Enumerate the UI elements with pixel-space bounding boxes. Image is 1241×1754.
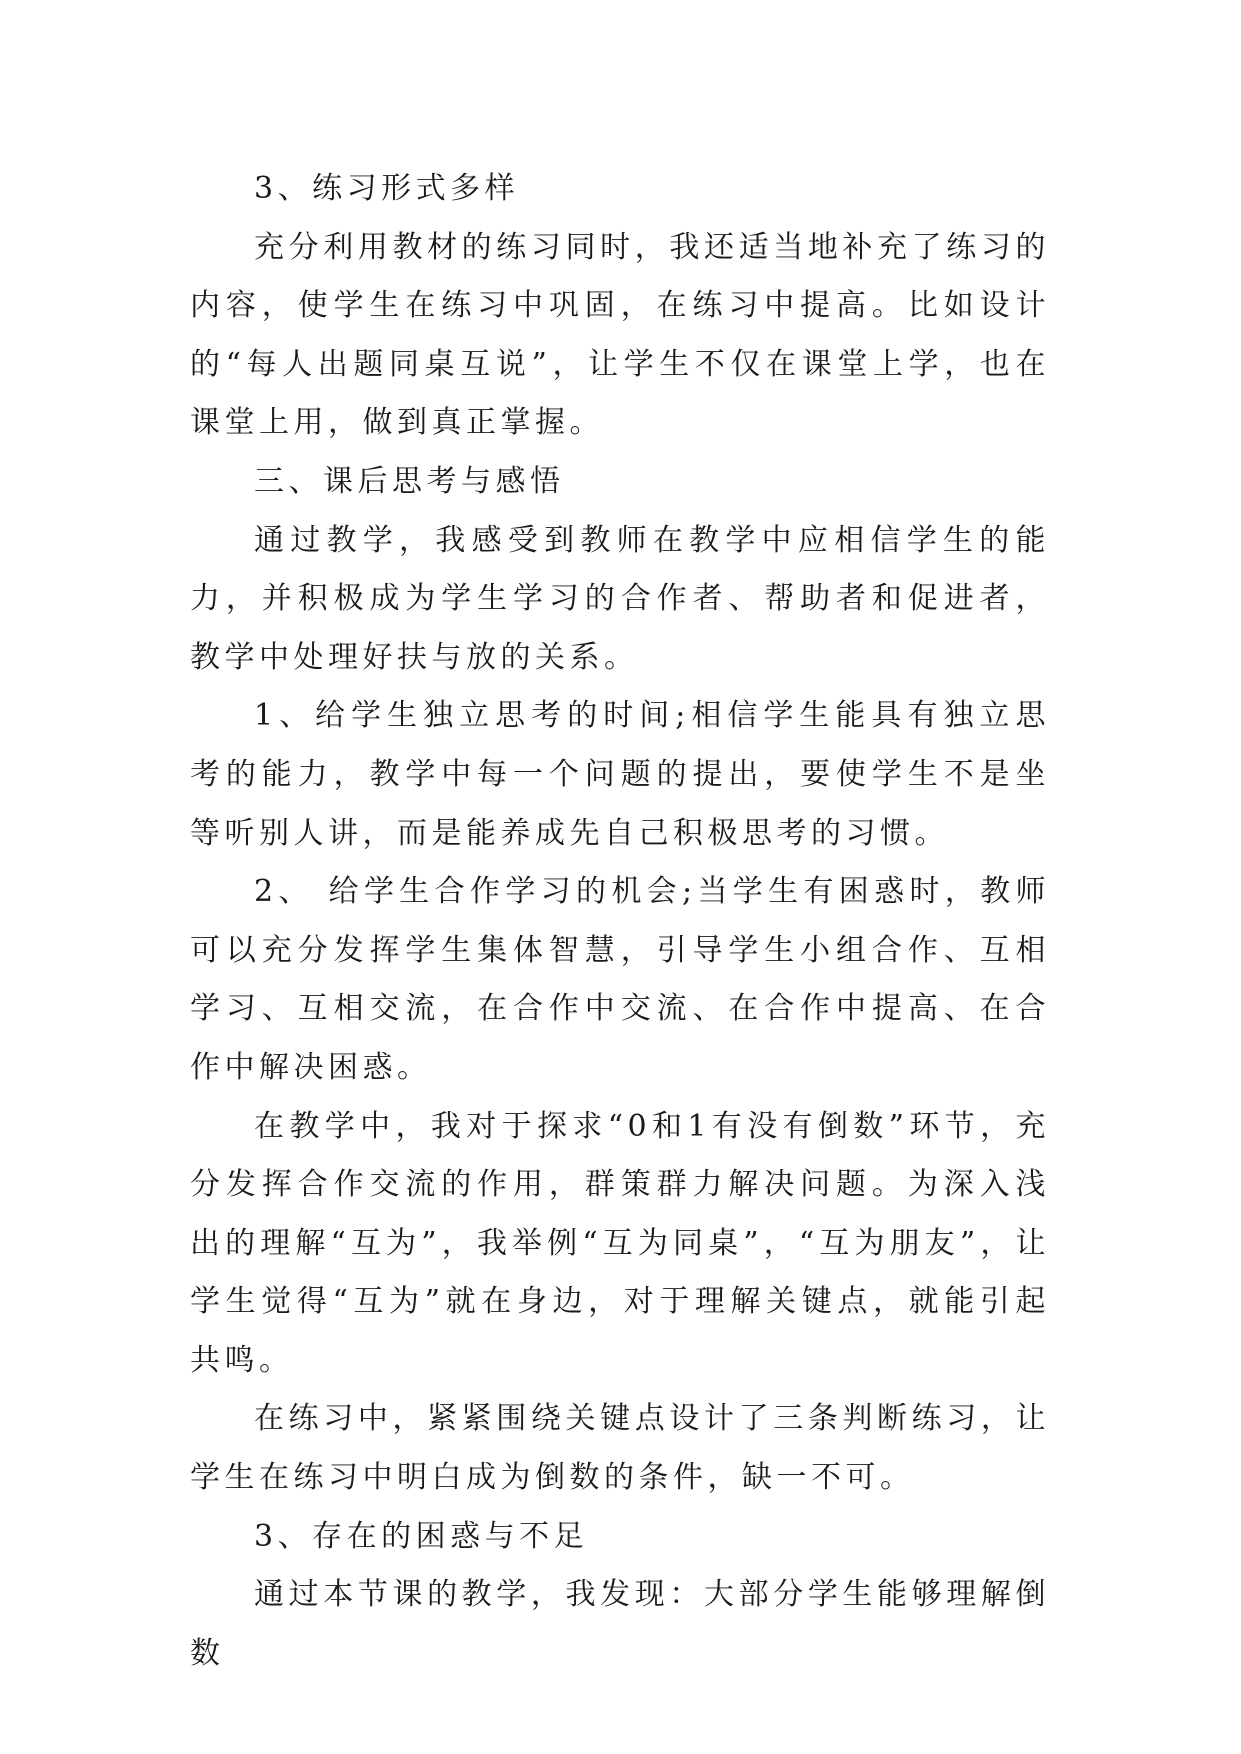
section-heading-practice-forms: 3、练习形式多样 (254, 171, 520, 206)
paragraph: 通过本节课的教学，我发现：大部分学生能够理解倒数 (190, 1577, 1050, 1671)
paragraph: 在教学中，我对于探求“0和1有没有倒数”环节，充分发挥合作交流的作用，群策群力解决问题。为深入浅出的理解“互为”，我举例“互为同桌”，“互为朋友”，让学生觉得“互为”就在身边，对于理解关键点，就能引起共鸣。 (190, 1108, 1050, 1378)
paragraph: 1、给学生独立思考的时间;相信学生能具有独立思考的能力，教学中每一个问题的提出，要使学生不是坐等听别人讲，而是能养成先自己积极思考的习惯。 (190, 698, 1050, 851)
paragraph: 通过教学，我感受到教师在教学中应相信学生的能力，并积极成为学生学习的合作者、帮助者和促进者，教学中处理好扶与放的关系。 (190, 522, 1050, 675)
paragraph: 在练习中，紧紧围绕关键点设计了三条判断练习，让学生在练习中明白成为倒数的条件，缺一不可。 (190, 1401, 1050, 1496)
section-heading-confusion: 3、存在的困惑与不足 (254, 1518, 589, 1554)
document-body (190, 160, 1050, 1683)
paragraph: 2、 给学生合作学习的机会;当学生有困惑时，教师可以充分发挥学生集体智慧，引导学生小组合作、互相学习、互相交流，在合作中交流、在合作中提高、在合作中解决困惑。 (190, 874, 1050, 1085)
section-heading-reflection: 三、课后思考与感悟 (254, 463, 565, 499)
paragraph: 充分利用教材的练习同时，我还适当地补充了练习的内容，使学生在练习中巩固，在练习中提高。比如设计的“每人出题同桌互说”，让学生不仅在课堂上学，也在课堂上用，做到真正掌握。 (190, 229, 1050, 441)
